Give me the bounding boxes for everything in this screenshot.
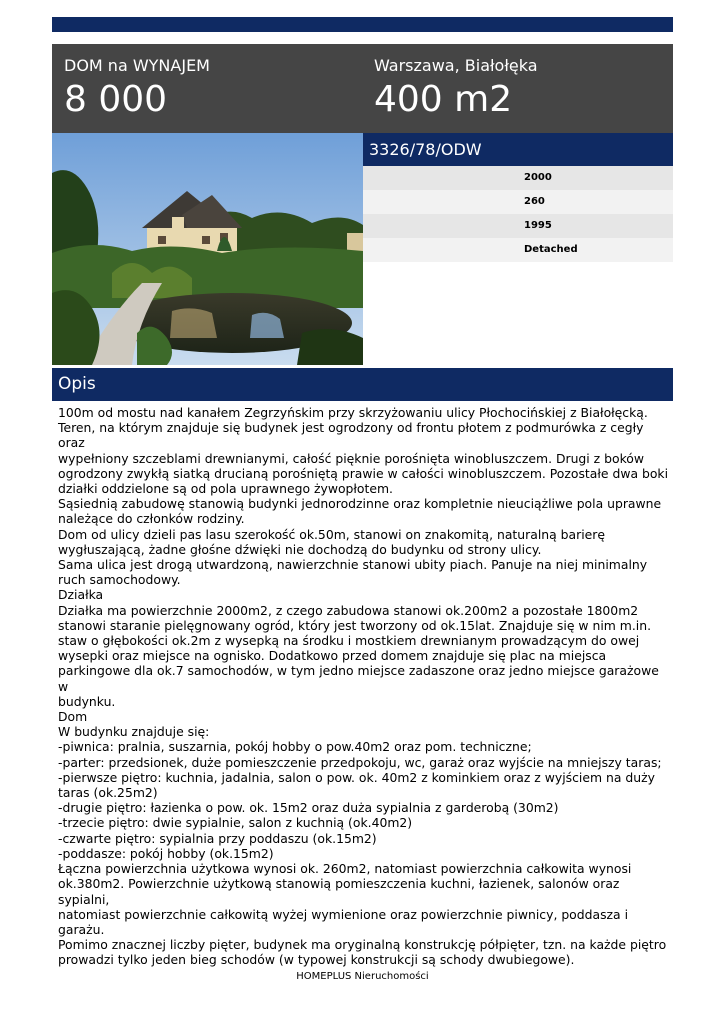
description-line: -piwnica: pralnia, suszarnia, pokój hobby o pow.40m2 oraz pom. techniczne;: [58, 739, 532, 755]
description-line: -pierwsze piętro: kuchnia, jadalnia, salon o pow. ok. 40m2 z kominkiem oraz z wyjściem na duży: [58, 769, 655, 785]
description-line: Łączna powierzchnia użytkowa wynosi ok. 260m2, natomiast powierzchnia całkowita wynosi: [58, 861, 632, 877]
header-left: [64, 56, 210, 122]
description-line: działki oddzielone są od pola uprawnego żywopłotem.: [58, 481, 394, 497]
description-line: ogrodzony zwykłą siatką drucianą porośniętą prawie w całości winobluszczem. Pozostałe dwa boki: [58, 465, 669, 481]
description-line: Teren, na którym znajduje się budynek jest ogrodzony od frontu płotem z podmurówka z cegły oraz: [58, 420, 644, 451]
header-right: [374, 56, 538, 122]
description-line: -czwarte piętro: sypialnia przy poddaszu (ok.15m2): [58, 830, 377, 846]
description-line: -poddasze: pokój hobby (ok.15m2): [58, 845, 274, 861]
description-line: ruch samochodowy.: [58, 572, 181, 588]
footer-agency: HOMEPLUS Nieruchomości: [296, 971, 429, 982]
listing-location: Warszawa, Białołęka: [374, 56, 538, 75]
description-line: staw o głębokości ok.2m z wysepką na środku i mostkiem drewnianym prowadzącym do owej: [58, 633, 640, 649]
description-line: Sama ulica jest drogą utwardzoną, nawierzchnie stanowi ubity piach. Panuje na niej minimalny: [58, 557, 648, 573]
property-photo: [52, 133, 363, 365]
description-line: Dom: [58, 709, 88, 725]
description-line: wypełniony szczeblami drewnianymi, całość pięknie porośnięta winobluszczem. Drugi z boków: [58, 450, 645, 466]
spec-row: 2000: [363, 166, 673, 190]
listing-price: 8 000: [64, 79, 168, 120]
description-line: budynku.: [58, 693, 116, 709]
spec-row: 260: [363, 190, 673, 214]
description-line: -parter: przedsionek, duże pomieszczenie przedpokoju, wc, garaż oraz wyjście na mniejszy taras;: [58, 754, 662, 770]
spec-row: 1995: [363, 214, 673, 238]
top-accent-bar: [52, 17, 673, 32]
description-line: należące do członków rodziny.: [58, 511, 245, 527]
description-line: W budynku znajduje się:: [58, 724, 210, 740]
description-line: natomiast powierzchnie całkowitą wyżej wymienione oraz powierzchnie piwnicy, poddasza i: [58, 906, 629, 922]
description-line: wygłuszającą, żadne głośne dźwięki nie dochodzą do budynku od strony ulicy.: [58, 541, 542, 557]
spec-row: Detached: [363, 238, 673, 262]
listing-area: 400 m2: [374, 79, 513, 120]
description-line: -drugie piętro: łazienka o pow. ok. 15m2 oraz duża sypialnia z garderobą (30m2): [58, 800, 559, 816]
description-line: wysepki oraz miejsce na ognisko. Dodatkowo przed domem znajduje się plac na miejsca: [58, 648, 607, 664]
description-heading: Opis: [52, 368, 673, 401]
description-line: garażu.: [58, 921, 105, 937]
description-line: Dom od ulicy dzieli pas lasu szerokość ok.50m, stanowi on znakomitą, naturalną barierę: [58, 526, 605, 542]
description-line: parkingowe dla ok.7 samochodów, w tym jedno miejsce zadaszone oraz jedno miejsce garażowe w: [58, 663, 659, 694]
listing-header: [52, 44, 673, 133]
description-line: taras (ok.25m2): [58, 785, 158, 801]
description-line: ok.380m2. Powierzchnie użytkową stanowią pomieszczenia kuchni, łazienek, salonów oraz sypialni,: [58, 876, 620, 907]
description-line: Sąsiednią zabudowę stanowią budynki jednorodzinne oraz kompletnie nieuciążliwe pola uprawne: [58, 496, 662, 512]
description-line: 100m od mostu nad kanałem Zegrzyńskim przy skrzyżowaniu ulicy Płochocińskiej z Białołęcką.: [58, 405, 648, 420]
description-line: Działka ma powierzchnie 2000m2, z czego zabudowa stanowi ok.200m2 a pozostałe 1800m2: [58, 602, 639, 618]
description-line: Działka: [58, 587, 104, 603]
description-text: [58, 405, 670, 968]
description-line: prowadzi tylko jeden bieg schodów (w typowej konstrukcji są schody dwubiegowe).: [58, 952, 575, 968]
description-line: Pomimo znacznej liczby pięter, budynek ma oryginalną konstrukcję półpięter, tzn. na każde piętro: [58, 937, 667, 953]
description-line: -trzecie piętro: dwie sypialnie, salon z kuchnią (ok.40m2): [58, 815, 413, 831]
description-line: stanowi staranie pielęgnowany ogród, który jest tworzony od ok.15lat. Znajduje się w nim m.in.: [58, 617, 652, 633]
reference-number: 3326/78/ODW: [363, 133, 673, 166]
listing-type: DOM na WYNAJEM: [64, 56, 210, 75]
